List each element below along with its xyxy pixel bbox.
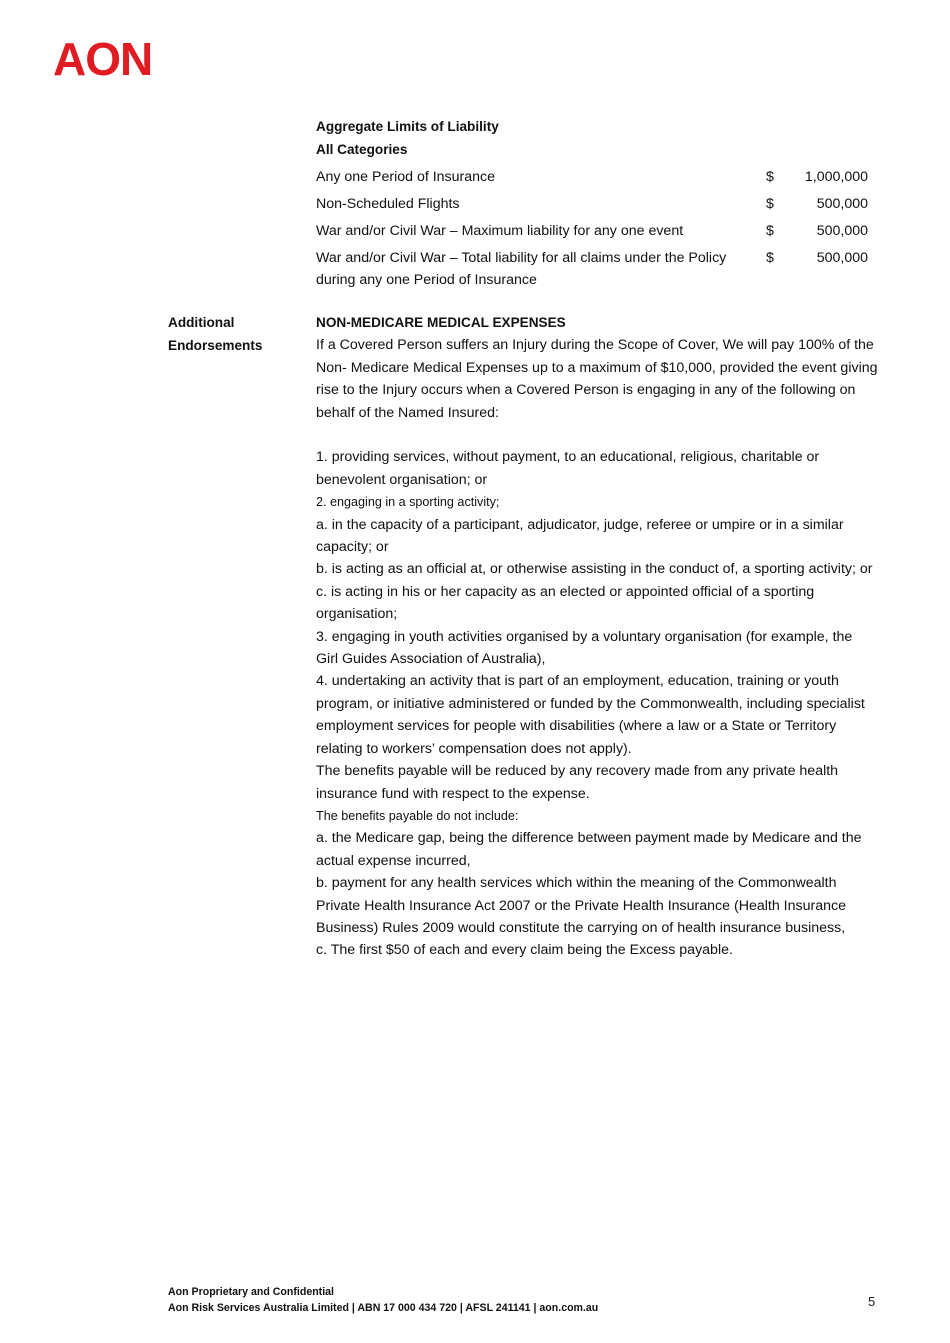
limit-row [316,247,868,292]
footer-company-info: Aon Risk Services Australia Limited | ABN 17 000 434 720 | AFSL 241141 | aon.com.au [168,1301,599,1314]
spacer [316,424,878,446]
page-number: 5 [868,1294,876,1309]
limit-amount: 500,000 [816,222,868,239]
limit-amount: 500,000 [816,249,868,266]
endorsement-item: c. is acting in his or her capacity as an elected or appointed official of a sporting organisation; [316,583,815,623]
limit-row [316,193,868,216]
endorsement-item: 2. engaging in a sporting activity; [316,495,500,510]
aggregate-limits-section [316,116,868,292]
aggregate-limits-subtitle: All Categories [316,141,408,157]
limit-amount: 1,000,000 [804,168,868,185]
endorsement-item: The benefits payable do not include: [316,808,519,823]
limit-label: Non-Scheduled Flights [316,195,460,212]
endorsement-item: 1. providing services, without payment, to an educational, religious, charitable or benevolent organisation; or [316,449,820,488]
endorsement-item: c. The first $50 of each and every claim being the Excess payable. [316,942,733,959]
endorsement-title: NON-MEDICARE MEDICAL EXPENSES [316,315,566,330]
limit-currency: $ [766,249,774,266]
section-label [168,312,308,357]
endorsement-item: b. is acting as an official at, or otherwise assisting in the conduct of, a sporting activity; or [316,561,873,578]
limit-currency: $ [766,168,774,185]
footer [168,1285,598,1316]
limit-label: Any one Period of Insurance [316,168,496,185]
limit-label: War and/or Civil War – Total liability for all claims under the Policy during any one Period of Insurance [316,249,727,288]
section-label-line2: Endorsements [168,337,263,353]
footer-confidential: Aon Proprietary and Confidential [168,1286,334,1298]
endorsement-item: 4. undertaking an activity that is part of an employment, education, training or youth program, or initiative administered or funded by the Commonwealth, including specialist employment services for people with disabilities (where a law or a State or Territory relating to workers’ compensation does not apply). [316,673,865,757]
endorsement-item: b. payment for any health services which within the meaning of the Commonwealth Private Health Insurance Act 2007 or the Private Health Insurance (Health Insurance Business) Rules 2009 would constitute the carrying on of health insurance business, [316,875,846,936]
limit-row [316,166,868,189]
section-label-line1: Additional [168,315,235,330]
endorsement-item: a. in the capacity of a participant, adjudicator, judge, referee or umpire or in a similar capacity; or [316,516,844,556]
endorsement-intro: If a Covered Person suffers an Injury during the Scope of Cover, We will pay 100% of the Non- Medicare Medical Expenses up to a maximum of $10,000, provided the event giving rise to the Injury occurs when a Covered Person is engaging in any of the following on behalf of the Named Insured: [316,337,878,421]
limit-currency: $ [766,222,774,239]
limit-row [316,220,868,243]
limit-amount: 500,000 [816,195,868,212]
endorsement-item: 3. engaging in youth activities organised by a voluntary organisation (for example, the Girl Guides Association of Australia), [316,628,853,668]
endorsement-body [316,312,878,962]
aon-logo: AON [53,33,153,85]
endorsement-item: The benefits payable will be reduced by any recovery made from any private health insurance fund with respect to the expense. [316,763,839,802]
limit-label: War and/or Civil War – Maximum liability for any one event [316,222,684,239]
endorsement-item: a. the Medicare gap, being the difference between payment made by Medicare and the actual expense incurred, [316,830,862,869]
limit-currency: $ [766,195,774,212]
aggregate-limits-title: Aggregate Limits of Liability [316,119,499,134]
